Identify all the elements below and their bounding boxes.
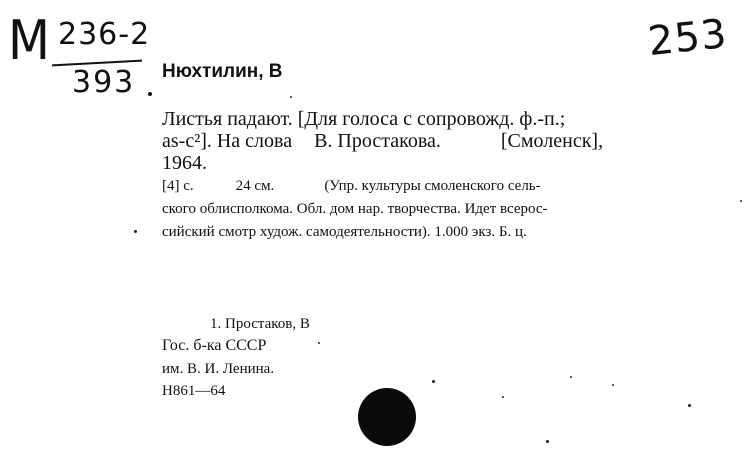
shelfmark-top: 236-2 xyxy=(58,17,151,52)
author-heading: Нюхтилин, В xyxy=(162,61,283,82)
collation-line-2: ского облисполкома. Обл. дом нар. творчества. Идет всерос- xyxy=(162,201,548,217)
collation-line-1 xyxy=(162,176,541,196)
library-line-1: Гос. б-ка СССР xyxy=(162,337,267,354)
speck xyxy=(688,404,691,407)
collation-size: 24 см. xyxy=(235,178,275,194)
title-line-2-part-a: as-c²]. На слова xyxy=(162,130,293,152)
shelfmark-letter: М xyxy=(8,9,50,72)
shelfmark-dot xyxy=(148,92,152,96)
title-line-1: Листья падают. [Для голоса с сопровожд. ф.-п.; xyxy=(162,108,566,130)
speck xyxy=(570,376,572,378)
title-line-3: 1964. xyxy=(162,152,207,174)
card-number: Н861—64 xyxy=(162,383,226,399)
speck xyxy=(134,230,137,233)
speck xyxy=(546,440,549,443)
title-line-2-part-b: В. Простакова. xyxy=(314,130,441,152)
ink-blot xyxy=(358,388,416,446)
corner-number: 253 xyxy=(645,10,730,66)
collation-pages: [4] с. xyxy=(162,178,194,194)
tracing-entry: 1. Простаков, В xyxy=(210,316,310,332)
speck xyxy=(502,396,504,398)
shelfmark-bottom: 393 xyxy=(72,65,136,100)
speck xyxy=(612,384,614,386)
library-line-2: им. В. И. Ленина. xyxy=(162,361,275,377)
speck xyxy=(318,342,320,344)
speck xyxy=(290,96,292,98)
collation-line-3: сийский смотр худож. самодеятельности). 1.000 экз. Б. ц. xyxy=(162,224,527,240)
title-line-2 xyxy=(162,130,603,152)
title-line-2-part-c: [Смоленск], xyxy=(500,130,604,152)
speck xyxy=(432,380,435,383)
collation-note: (Упр. культуры смоленского сель- xyxy=(324,178,541,194)
speck xyxy=(740,200,742,202)
